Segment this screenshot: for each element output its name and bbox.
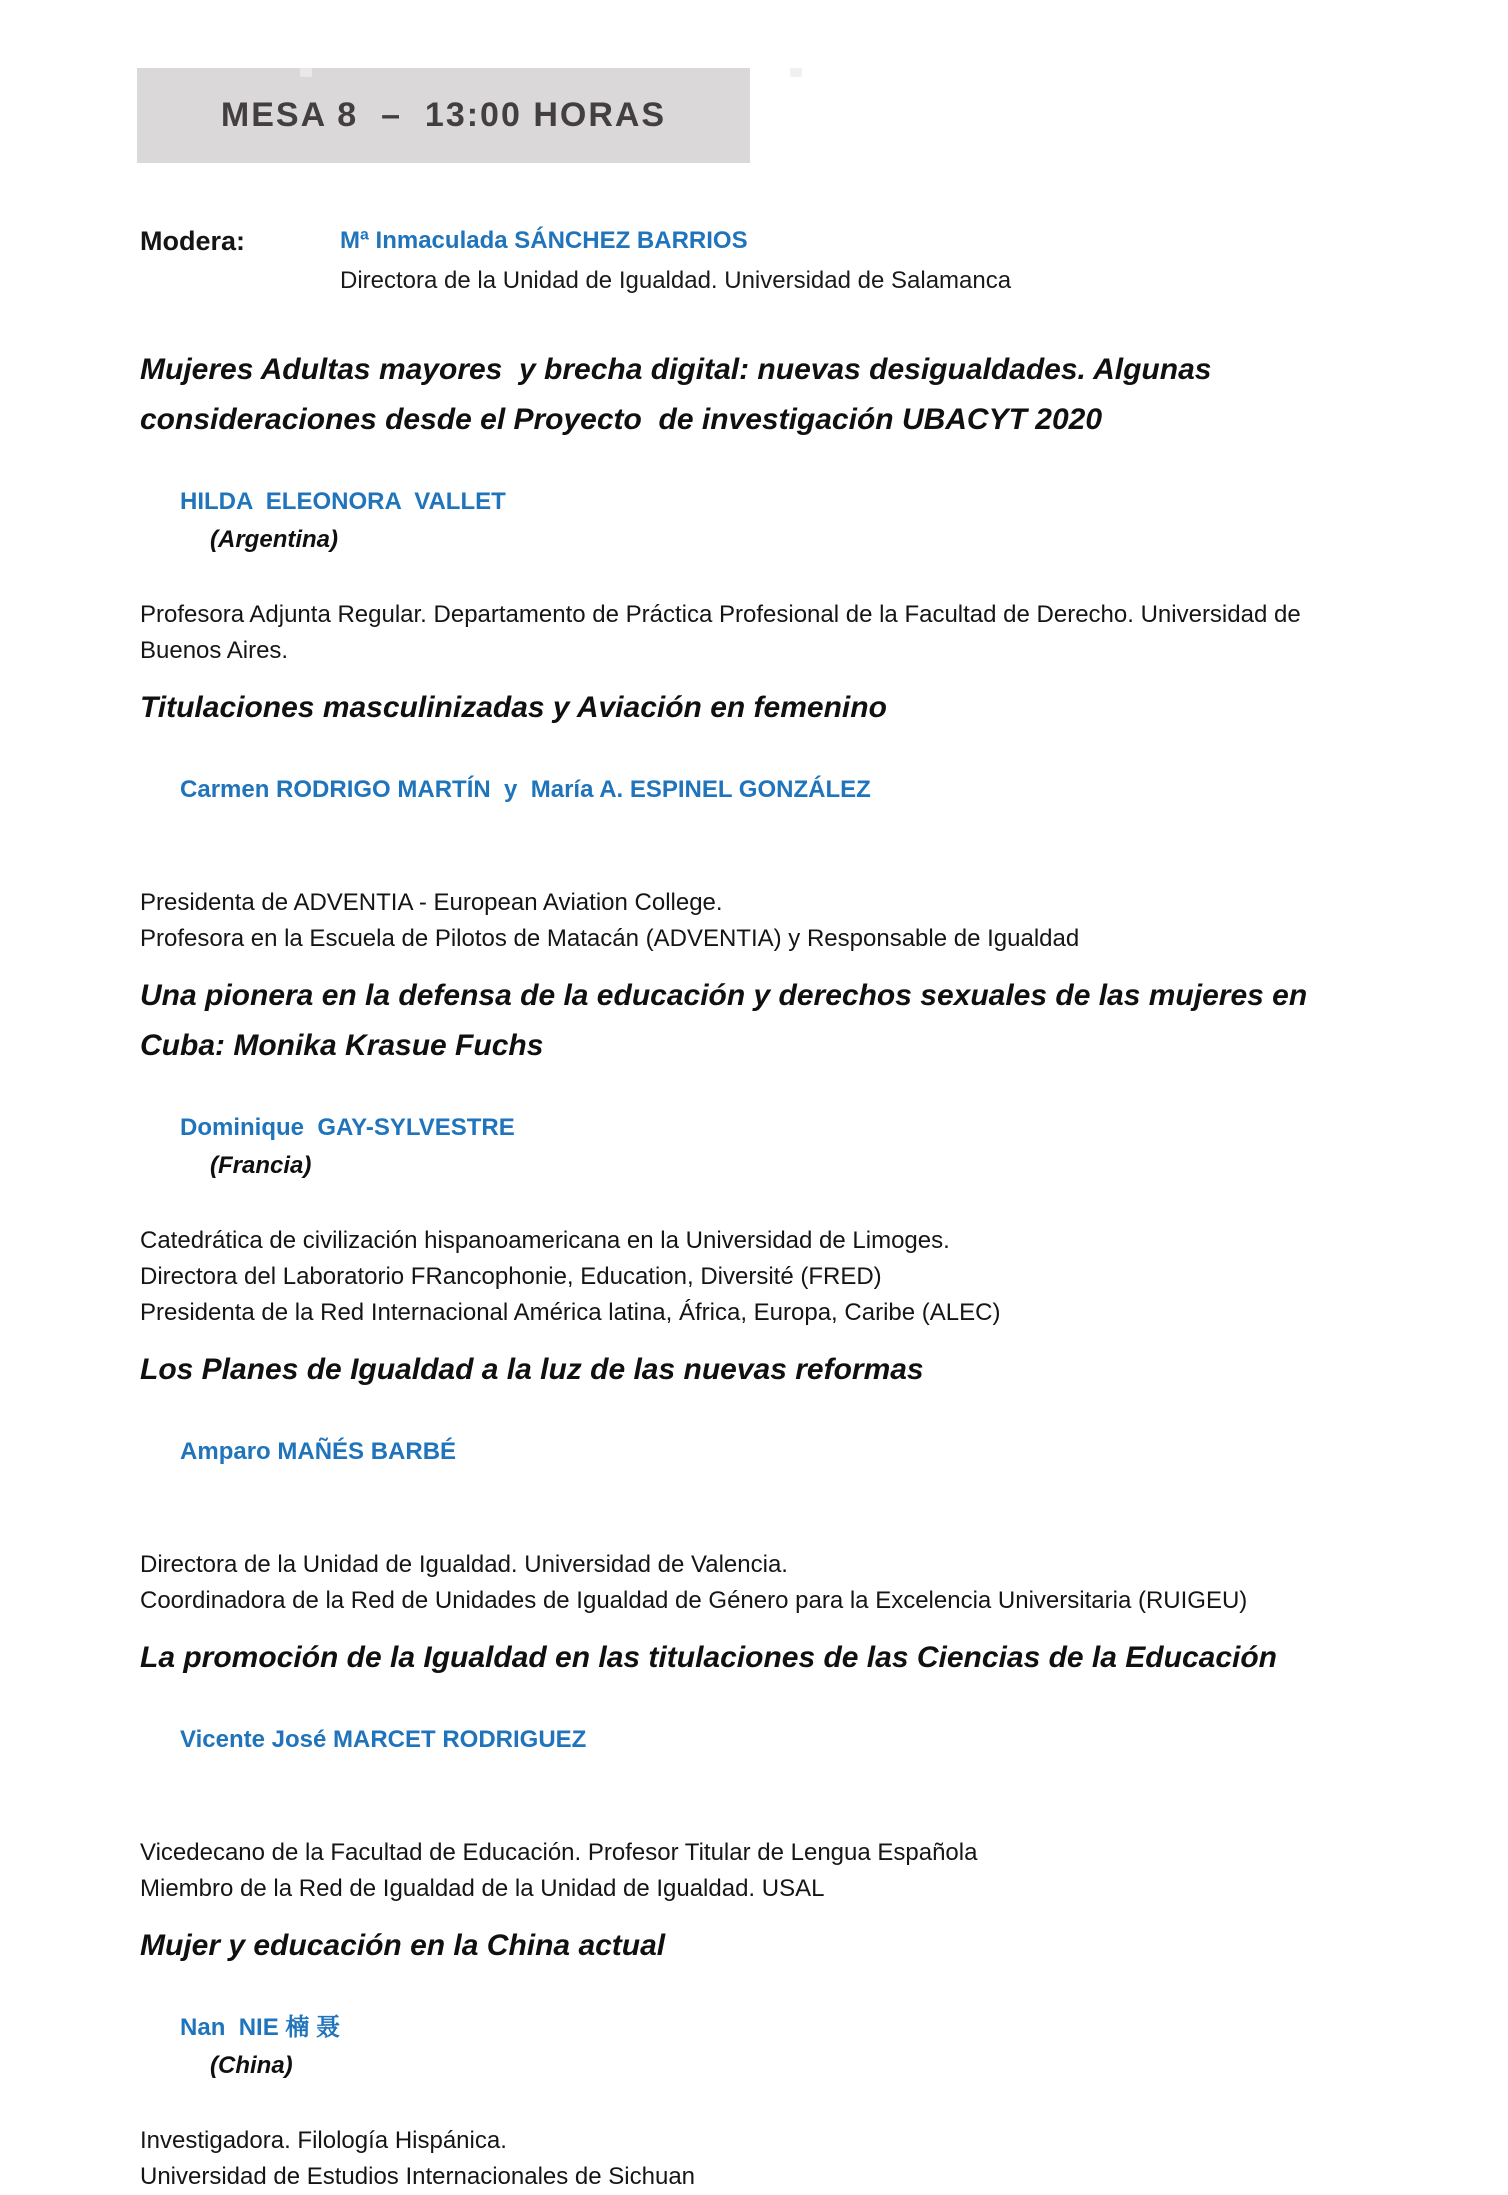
session-detail-line: Catedrática de civilización hispanoamericana en la Universidad de Limoges. — [140, 1227, 950, 1254]
speaker-names: Carmen RODRIGO MARTÍN y María A. ESPINEL GONZÁLEZ — [180, 776, 871, 803]
session-title — [140, 971, 1468, 1071]
session-title-line: La promoción de la Igualdad en las titulaciones de las Ciencias de la Educación — [140, 1641, 1277, 1674]
speaker-line — [140, 733, 1468, 885]
session-block — [140, 345, 1468, 669]
session-detail-line: Directora de la Unidad de Igualdad. Universidad de Valencia. — [140, 1551, 788, 1578]
session-title-line: Mujer y educación en la China actual — [140, 1929, 666, 1962]
session-block — [140, 1921, 1468, 2195]
session-detail-line: Buenos Aires. — [140, 637, 289, 664]
session-detail-line: Presidenta de ADVENTIA - European Aviation College. — [140, 889, 723, 916]
program-page — [0, 68, 1508, 2190]
speaker-country: (Francia) — [210, 1152, 312, 1179]
session-title — [140, 345, 1468, 445]
speaker-line — [140, 1071, 1468, 1223]
session-block — [140, 1345, 1468, 1619]
session-title — [140, 1633, 1468, 1683]
session-details — [140, 885, 1468, 957]
speaker-names: Vicente José MARCET RODRIGUEZ — [180, 1726, 587, 1753]
session-detail-line: Coordinadora de la Red de Unidades de Igualdad de Género para la Excelencia Universitaria (RUIGEU) — [140, 1587, 1248, 1614]
session-detail-line: Profesora en la Escuela de Pilotos de Matacán (ADVENTIA) y Responsable de Igualdad — [140, 925, 1080, 952]
session-title-line: Una pionera en la defensa de la educación y derechos sexuales de las mujeres en — [140, 979, 1308, 1012]
session-banner — [137, 68, 750, 163]
session-block — [140, 1633, 1468, 1907]
speaker-line — [140, 445, 1468, 597]
session-details — [140, 1547, 1468, 1619]
session-title — [140, 683, 1468, 733]
speaker-country: (China) — [210, 2052, 293, 2079]
session-title-line: Titulaciones masculinizadas y Aviación en femenino — [140, 691, 887, 724]
moderator-info — [340, 221, 1011, 301]
speaker-names: Amparo MAÑÉS BARBÉ — [180, 1438, 457, 1465]
moderator-name: Mª Inmaculada SÁNCHEZ BARRIOS — [340, 227, 748, 254]
moderator-role: Directora de la Unidad de Igualdad. Universidad de Salamanca — [340, 267, 1012, 294]
moderator-label: Modera: — [140, 226, 246, 256]
speaker-line — [140, 1395, 1468, 1547]
moderator-block — [140, 221, 1508, 301]
speaker-line — [140, 1971, 1468, 2123]
session-detail-line: Investigadora. Filología Hispánica. — [140, 2127, 507, 2154]
session-detail-line: Miembro de la Red de Igualdad de la Unidad de Igualdad. USAL — [140, 1875, 825, 1902]
speaker-names: Dominique GAY-SYLVESTRE — [180, 1114, 515, 1141]
session-title-line: Mujeres Adultas mayores y brecha digital: nuevas desigualdades. Algunas — [140, 353, 1212, 386]
session-title-line: consideraciones desde el Proyecto de investigación UBACYT 2020 — [140, 403, 1103, 436]
session-detail-line: Profesora Adjunta Regular. Departamento de Práctica Profesional de la Facultad de Derecho. Universidad de — [140, 601, 1301, 628]
session-detail-line: Presidenta de la Red Internacional América latina, África, Europa, Caribe (ALEC) — [140, 1299, 1001, 1326]
speaker-line — [140, 1683, 1468, 1835]
session-details — [140, 597, 1468, 669]
session-details — [140, 1835, 1468, 1907]
session-title-line: Cuba: Monika Krasue Fuchs — [140, 1029, 544, 1062]
session-title — [140, 1345, 1468, 1395]
session-detail-line: Universidad de Estudios Internacionales de Sichuan — [140, 2163, 696, 2190]
session-title-line: Los Planes de Igualdad a la luz de las nuevas reformas — [140, 1353, 924, 1386]
stray-print-artifact — [300, 68, 312, 77]
session-block — [140, 683, 1468, 957]
session-detail-line: Directora del Laboratorio FRancophonie, Education, Diversité (FRED) — [140, 1263, 882, 1290]
session-list — [140, 345, 1468, 2195]
speaker-country: (Argentina) — [210, 526, 339, 553]
session-details — [140, 2123, 1468, 2195]
speaker-names: Nan NIE 楠 聂 — [180, 2014, 341, 2041]
session-detail-line: Vicedecano de la Facultad de Educación. Profesor Titular de Lengua Española — [140, 1839, 978, 1866]
session-block — [140, 971, 1468, 1331]
session-title — [140, 1921, 1468, 1971]
speaker-names: HILDA ELEONORA VALLET — [180, 488, 506, 515]
session-banner-title: MESA 8 – 13:00 HORAS — [220, 96, 667, 134]
session-details — [140, 1223, 1468, 1331]
stray-print-artifact — [790, 68, 802, 77]
